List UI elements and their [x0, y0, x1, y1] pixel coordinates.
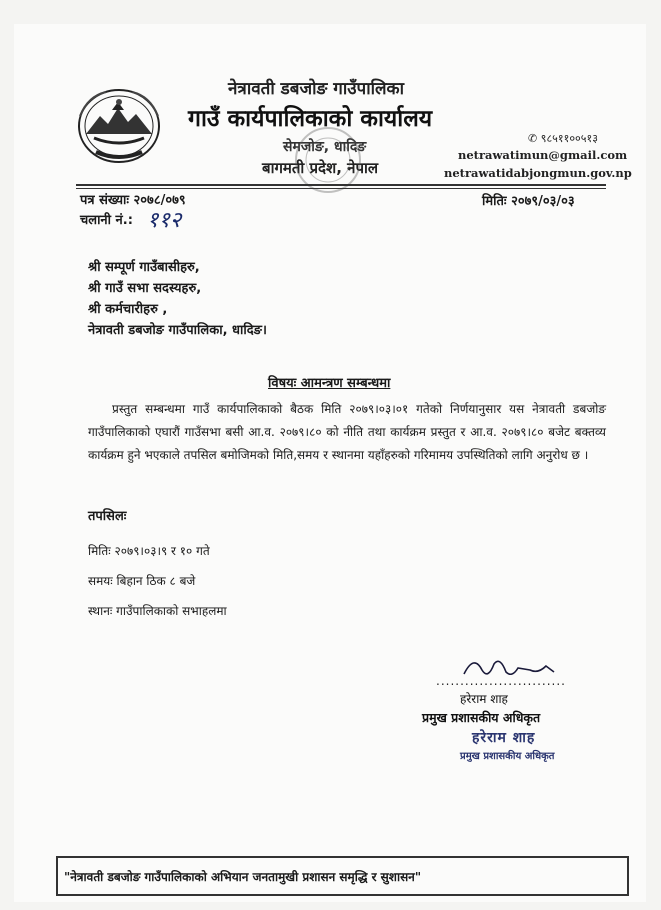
- letter-subject: विषयः आमन्त्रण सम्बन्धमा: [268, 376, 391, 391]
- details-heading: तपसिलः: [88, 509, 127, 524]
- recipient-line: नेत्रावती डबजोङ गाउँपालिका, धादिङ।: [88, 323, 267, 338]
- office-name: गाउँ कार्यपालिकाको कार्यालय: [188, 106, 433, 132]
- event-venue: स्थानः गाउँपालिकाको सभाहलमा: [88, 604, 227, 618]
- reference-number: पत्र संख्याः २०७८/०७९: [80, 193, 186, 208]
- footer-slogan: "नेत्रावती डबजोङ गाउँपालिकाको अभियान जनतामुखी प्रशासन समृद्धि र सुशासन": [64, 870, 422, 884]
- header-divider-thin: [76, 188, 606, 189]
- government-emblem-icon: [76, 86, 162, 164]
- signatory-name: हरेराम शाह: [460, 692, 508, 706]
- event-date: मितिः २०७९।०३।९ र १० गते: [88, 544, 210, 558]
- stamp-name: हरेराम शाह: [472, 730, 536, 746]
- phone-number: ✆ ९८५११००५१३: [528, 132, 598, 145]
- header-divider: [76, 184, 606, 186]
- event-time: समयः बिहान ठिक ८ बजे: [88, 574, 196, 588]
- website-address: netrawatidabjongmun.gov.np: [444, 166, 632, 180]
- signature-line: ...........................: [436, 674, 566, 688]
- recipient-line: श्री सम्पूर्ण गाउँबासीहरु,: [88, 260, 200, 275]
- office-location: सेमजोङ, धादिङ: [283, 139, 367, 155]
- dispatch-label: चलानी नं.:: [80, 213, 133, 228]
- recipient-line: श्री गाउँ सभा सदस्यहरु,: [88, 281, 202, 296]
- province-name: बागमती प्रदेश, नेपाल: [262, 159, 379, 177]
- email-address: netrawatimun@gmail.com: [458, 148, 628, 162]
- municipality-name: नेत्रावती डबजोङ गाउँपालिका: [228, 79, 404, 99]
- signatory-title: प्रमुख प्रशासकीय अधिकृत: [422, 710, 541, 725]
- recipient-line: श्री कर्मचारीहरु ,: [88, 302, 168, 317]
- stamp-title: प्रमुख प्रशासकीय अधिकृत: [460, 751, 555, 762]
- letter-body: प्रस्तुत सम्बन्धमा गाउँ कार्यपालिकाको बैठक मिति २०७९।०३।०१ गतेको निर्णयानुसार यस नेत्रावती डबजोङ गाउँपालिकाको एघारौं गाउँसभा बसी आ.व. २०७९।८० को नीति तथा कार्यक्रम प्रस्तुत र आ.व. २०७९।८० बजेट बक्तव्य कार्यक्रम हुने भएकाले तपसिल बमोजिमको मिति,समय र स्थानमा यहाँहरुको गरिमामय उपस्थितिको लागि अनुरोध छ ।: [88, 402, 606, 462]
- letter-date: मितिः २०७९/०३/०३: [482, 194, 575, 209]
- dispatch-number: ११२: [147, 208, 182, 233]
